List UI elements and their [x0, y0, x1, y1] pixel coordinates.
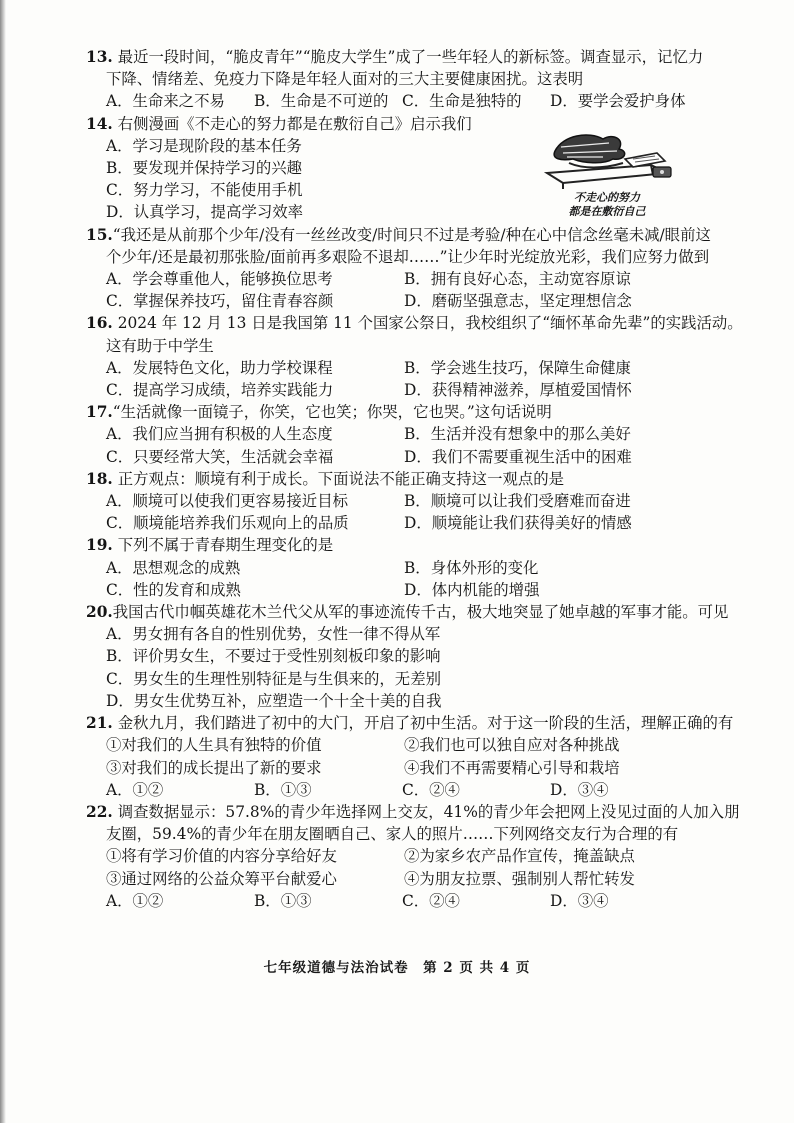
question-17 — [86, 401, 722, 468]
stem-line: 2024 年 12 月 13 日是我国第 11 个国家公祭日，我校组织了“缅怀革命先辈”的实践活动。 — [117, 314, 743, 333]
cartoon-drawing — [533, 129, 681, 191]
option-a[interactable]: A．男女拥有各自的性别优势，女性一律不得从军 — [106, 625, 441, 644]
question-number: 15. — [86, 225, 113, 244]
question-number: 18. — [86, 469, 113, 488]
stem-line: 友圈，59.4%的青少年在朋友圈晒自己、家人的照片……下列网络交友行为合理的有 — [106, 825, 679, 844]
stem-line: 最近一段时间，“脆皮青年”“脆皮大学生”成了一些年轻人的新标签。调查显示，记忆力 — [117, 48, 704, 66]
option-c[interactable]: C．提高学习成绩，培养实践能力 — [106, 381, 334, 400]
page-footer: 七年级道德与法治试卷 第 2 页 共 4 页 — [263, 960, 531, 976]
option-c[interactable]: C．性的发育和成熟 — [106, 580, 241, 599]
question-number: 14. — [86, 114, 113, 133]
options — [86, 512, 722, 534]
question-16 — [86, 312, 743, 401]
statement-4: ④我们不再需要精心引导和栽培 — [404, 758, 620, 777]
statement-1: ①将有学习价值的内容分享给好友 — [106, 847, 337, 866]
option-a[interactable]: A．发展特色文化，助力学校课程 — [106, 358, 333, 377]
options — [86, 779, 722, 801]
option-b[interactable]: B．①③ — [254, 891, 312, 910]
statement-3: ③通过网络的公益众筹平台献爱心 — [106, 869, 337, 888]
exam-sheet — [86, 46, 743, 912]
option-b[interactable]: B．拥有良好心态，主动宽容原谅 — [404, 270, 631, 289]
question-stem — [86, 468, 722, 490]
option-c[interactable]: C．只要经常大笑，生活就会幸福 — [106, 447, 334, 466]
question-15 — [86, 224, 722, 313]
stem-line: 正方观点：顺境有利于成长。下面说法不能正确支持这一观点的是 — [117, 469, 565, 488]
options — [86, 423, 722, 445]
option-c[interactable]: C．掌握保养技巧，留住青春容颜 — [106, 292, 334, 311]
page-edge — [0, 0, 6, 1123]
option-a[interactable]: A．我们应当拥有积极的人生态度 — [106, 425, 333, 444]
option-a[interactable]: A．顺境可以使我们更容易接近目标 — [106, 492, 348, 511]
option-d[interactable]: D．获得精神滋养，厚植爱国情怀 — [404, 381, 632, 400]
option-a[interactable]: A．①② — [106, 780, 164, 799]
question-14 — [86, 113, 722, 224]
option-d[interactable]: D．体内机能的增强 — [404, 580, 540, 599]
option-c[interactable]: C．努力学习，不能使用手机 — [106, 181, 303, 200]
stem-line: 金秋九月，我们踏进了初中的大门，开启了初中生活。对于这一阶段的生活，理解正确的有 — [117, 714, 734, 733]
question-number: 16. — [86, 314, 113, 333]
option-d[interactable]: D．③④ — [550, 891, 609, 910]
option-d[interactable]: D．磨砺坚强意志，坚定理想信念 — [404, 292, 632, 311]
options — [86, 446, 722, 468]
stem-line: 右侧漫画《不走心的努力都是在敷衍自己》启示我们 — [117, 114, 472, 133]
options — [86, 557, 722, 579]
stem-line: 这有助于中学生 — [106, 336, 214, 355]
stem-line: 个少年/还是最初那张脸/面前再多艰险不退却……”让少年时光绽放光彩，我们应努力做到 — [106, 247, 710, 266]
question-19 — [86, 534, 722, 601]
options — [86, 290, 722, 312]
question-21 — [86, 712, 734, 801]
option-b[interactable]: B．①③ — [254, 780, 312, 799]
options — [86, 379, 722, 401]
caption-line-2: 都是在敷衍自己 — [568, 204, 646, 218]
question-number: 17. — [86, 403, 113, 422]
option-a[interactable]: A．思想观念的成熟 — [106, 558, 241, 577]
option-a[interactable]: A．①② — [106, 891, 164, 910]
option-c[interactable]: C．男女生的生理性别特征是与生俱来的，无差别 — [106, 669, 441, 688]
option-d[interactable]: D．认真学习，提高学习效率 — [106, 203, 304, 222]
stem-line: 下降、情绪差、免疫力下降是年轻人面对的三大主要健康困扰。这表明 — [106, 70, 584, 89]
options — [86, 490, 722, 512]
question-stem — [86, 601, 729, 623]
statement-2: ②为家乡农产品作宣传，掩盖缺点 — [404, 847, 635, 866]
question-number: 22. — [86, 802, 113, 821]
option-b[interactable]: B．顺境可以让我们受磨难而奋进 — [404, 492, 631, 511]
question-stem — [86, 46, 722, 68]
statements — [86, 757, 722, 779]
option-c[interactable]: C．②④ — [402, 891, 460, 910]
statement-4: ④为朋友拉票、强制别人帮忙转发 — [404, 869, 635, 888]
option-b[interactable]: B．身体外形的变化 — [404, 558, 539, 577]
statements — [86, 845, 722, 867]
question-20 — [86, 601, 729, 712]
statement-2: ②我们也可以独自应对各种挑战 — [404, 736, 620, 755]
option-b[interactable]: B．评价男女生，不要过于受性别刻板印象的影响 — [106, 647, 441, 666]
option-c[interactable]: C．②④ — [402, 780, 460, 799]
question-stem — [86, 224, 722, 246]
question-stem — [86, 712, 734, 734]
stem-line: 我国古代巾帼英雄花木兰代父从军的事迹流传千古，极大地突显了她卓越的军事才能。可见 — [112, 603, 729, 622]
stem-line: 调查数据显示：57.8%的青少年选择网上交友，41%的青少年会把网上没见过面的人加入朋 — [117, 802, 740, 821]
stem-line: “生活就像一面镜子，你笑，它也笑；你哭，它也哭。”这句话说明 — [112, 403, 552, 422]
question-number: 19. — [86, 536, 113, 555]
options — [86, 90, 722, 112]
question-stem — [86, 801, 740, 823]
option-a[interactable]: A．学会尊重他人，能够换位思考 — [106, 270, 333, 289]
option-a[interactable]: A．学习是现阶段的基本任务 — [106, 136, 302, 155]
question-stem — [86, 534, 722, 556]
option-d[interactable]: D．男女生优势互补，应塑造一个十全十美的自我 — [106, 691, 442, 710]
stem-line: 下列不属于青春期生理变化的是 — [117, 536, 334, 555]
option-b[interactable]: B．要发现并保持学习的兴趣 — [106, 159, 302, 178]
option-c[interactable]: C．顺境能培养我们乐观向上的品质 — [106, 514, 349, 533]
stem-line: “我还是从前那个少年/没有一丝丝改变/时间只不过是考验/种在心中信念丝毫未减/眼前这 — [112, 225, 711, 244]
question-number: 20. — [86, 603, 113, 622]
question-18 — [86, 468, 722, 535]
option-b[interactable]: B．生活并没有想象中的那么美好 — [404, 425, 631, 444]
options — [86, 357, 722, 379]
option-d[interactable]: D．③④ — [550, 780, 609, 799]
statement-1: ①对我们的人生具有独特的价值 — [106, 736, 322, 755]
options — [86, 890, 722, 912]
cartoon-caption — [533, 191, 681, 219]
option-b[interactable]: B．学会逃生技巧，保障生命健康 — [404, 358, 631, 377]
statement-3: ③对我们的成长提出了新的要求 — [106, 758, 322, 777]
statements — [86, 734, 722, 756]
question-22 — [86, 801, 740, 912]
options — [86, 268, 722, 290]
option-a[interactable]: A．生命来之不易 — [106, 92, 225, 111]
option-d[interactable]: D．要学会爱护身体 — [550, 92, 686, 111]
caption-line-1: 不走心的努力 — [574, 190, 640, 204]
question-stem — [86, 312, 743, 334]
option-d[interactable]: D．我们不需要重视生活中的困难 — [404, 447, 632, 466]
question-number: 21. — [86, 714, 113, 733]
question-13 — [86, 46, 722, 113]
option-c[interactable]: C．生命是独特的 — [402, 92, 522, 111]
option-b[interactable]: B．生命是不可逆的 — [254, 92, 389, 111]
options — [86, 579, 722, 601]
question-number: 13. — [86, 48, 113, 66]
cartoon-illustration — [533, 129, 681, 225]
question-stem — [86, 401, 722, 423]
option-d[interactable]: D．顺境能让我们获得美好的情感 — [404, 514, 632, 533]
statements — [86, 868, 722, 890]
